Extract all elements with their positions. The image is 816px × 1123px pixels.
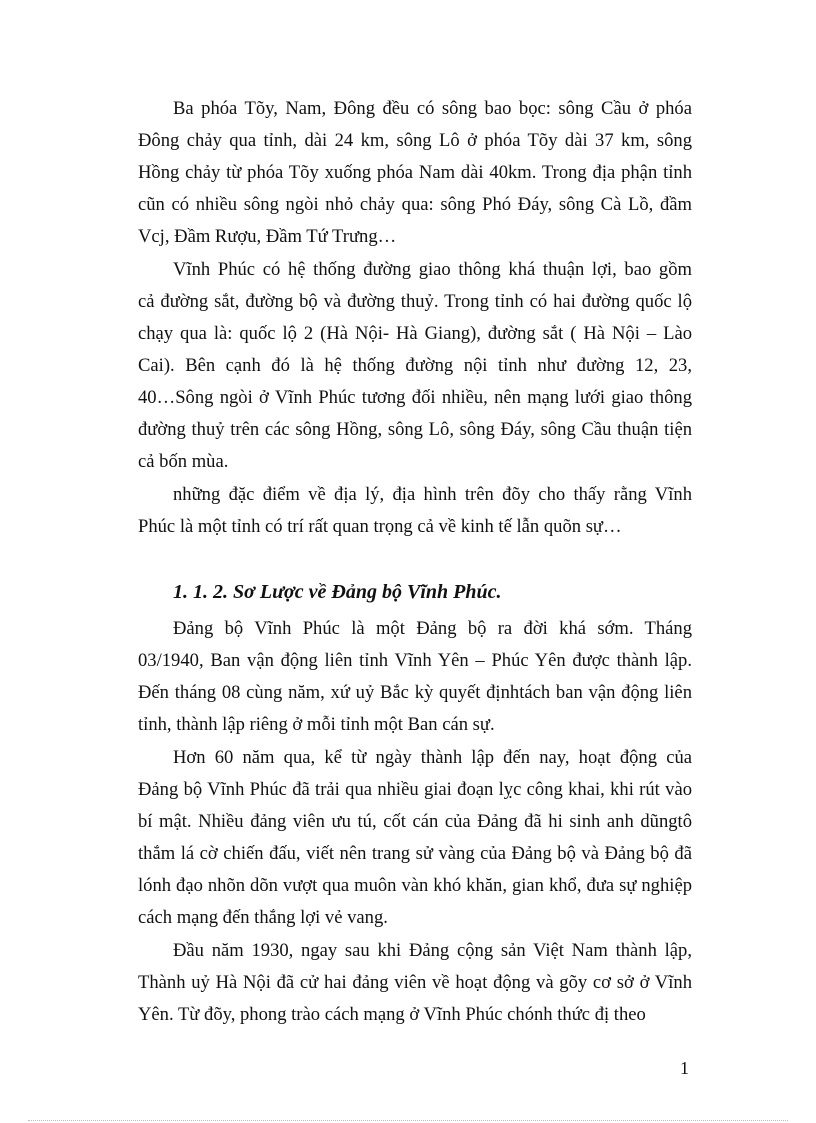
page-number: 1 [680,1058,689,1078]
paragraph-line: thắm lá cờ chiến đấu, viết nên trang sử vàng của Đảng bộ và Đảng bộ đã [138,843,692,864]
paragraph-line: cũn có nhiều sông ngòi nhỏ chảy qua: sông Phó Đáy, sông Cà Lồ, đầm [138,194,692,215]
paragraph-line: 40…Sông ngòi ở Vĩnh Phúc tương đối nhiều, nên mạng lưới giao thông [138,387,692,408]
paragraph-line: cả đường sắt, đường bộ và đường thuỷ. Trong tỉnh có hai đường quốc lộ [138,291,692,312]
paragraph-line: Vcj, Đầm Rượu, Đầm Tứ Trưng… [138,226,397,247]
paragraph-line: Phúc là một tỉnh có trí rất quan trọng cả về kinh tế lẫn quõn sự… [138,516,622,537]
paragraph-line: cả bốn mùa. [138,451,229,472]
paragraph-line: Hơn 60 năm qua, kể từ ngày thành lập đến nay, hoạt động của [173,747,692,768]
paragraph-line: tỉnh, thành lập riêng ở mỗi tỉnh một Ban cán sự. [138,714,495,735]
paragraph-line: Hồng chảy từ phóa Tõy xuống phóa Nam dài 40km. Trong địa phận tỉnh [138,162,692,183]
paragraph-line: chạy qua là: quốc lộ 2 (Hà Nội- Hà Giang), đường sắt ( Hà Nội – Lào [138,323,692,344]
page-bottom-border [28,1120,788,1121]
paragraph-line: Yên. Từ đõy, phong trào cách mạng ở Vĩnh Phúc chónh thức đị theo [138,1004,646,1025]
paragraph-line: lónh đạo nhõn dõn vượt qua muôn vàn khó khăn, gian khổ, đưa sự nghiệp [138,875,692,896]
paragraph-line: bí mật. Nhiều đảng viên ưu tú, cốt cán của Đảng đã hi sinh anh dũngtô [138,811,692,832]
paragraph-line: Đảng bộ Vĩnh Phúc là một Đảng bộ ra đời khá sớm. Tháng [173,618,692,639]
section-heading: 1. 1. 2. Sơ Lược về Đảng bộ Vĩnh Phúc. [173,581,502,603]
paragraph-line: Ba phóa Tõy, Nam, Đông đều có sông bao bọc: sông Cầu ở phóa [173,98,692,119]
paragraph-line: Thành uỷ Hà Nội đã cử hai đảng viên về hoạt động và gõy cơ sở ở Vĩnh [138,972,692,993]
paragraph-line: Đến tháng 08 cùng năm, xứ uỷ Bắc kỳ quyết địnhtách ban vận động liên [138,682,692,703]
paragraph-line: cách mạng đến thắng lợi vẻ vang. [138,907,388,928]
paragraph-line: Đông chảy qua tỉnh, dài 24 km, sông Lô ở phóa Tõy dài 37 km, sông [138,130,692,151]
paragraph-line: Cai). Bên cạnh đó là hệ thống đường nội tỉnh như đường 12, 23, [138,355,692,376]
paragraph-line: Đầu năm 1930, ngay sau khi Đảng cộng sản Việt Nam thành lập, [173,940,692,961]
paragraph-line: 03/1940, Ban vận động liên tỉnh Vĩnh Yên – Phúc Yên được thành lập. [138,650,692,671]
paragraph-line: những đặc điểm về địa lý, địa hình trên đõy cho thấy rằng Vĩnh [173,484,692,505]
paragraph-line: đường thuỷ trên các sông Hồng, sông Lô, sông Đáy, sông Cầu thuận tiện [138,419,692,440]
paragraph-line: Đảng bộ Vĩnh Phúc đã trải qua nhiều giai đoạn lỵc công khai, khi rút vào [138,779,692,800]
paragraph-line: Vĩnh Phúc có hệ thống đường giao thông khá thuận lợi, bao gồm [173,259,692,280]
